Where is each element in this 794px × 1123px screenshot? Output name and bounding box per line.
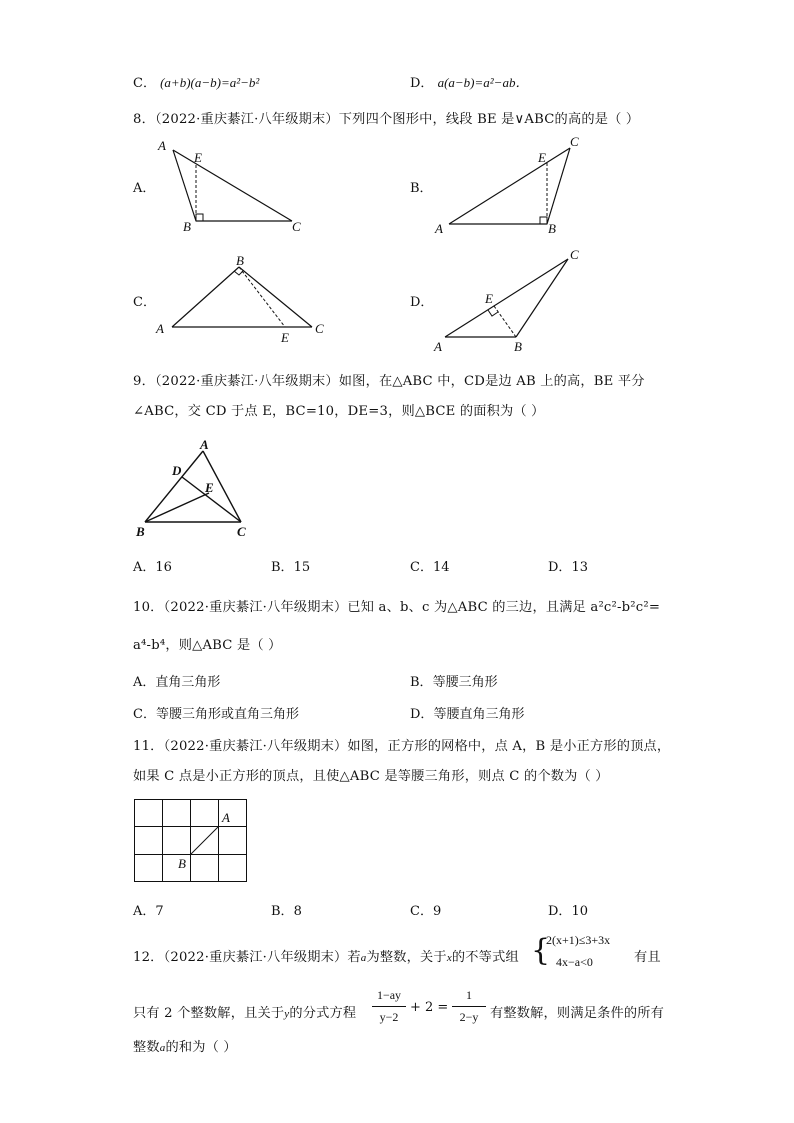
- question-number: 11．: [133, 739, 164, 754]
- option-label: C．: [133, 707, 156, 722]
- q8-option-c-label: C．: [133, 295, 156, 310]
- q10-option-c: [133, 703, 299, 722]
- question-number: 10．: [133, 600, 164, 615]
- segment-ac: [445, 259, 568, 337]
- q10-option-a: [133, 671, 220, 690]
- segment-bc: [516, 259, 568, 337]
- label-a: A: [200, 437, 209, 452]
- q11-stem-line1: [133, 735, 670, 754]
- q9-option-c: [410, 556, 450, 575]
- option-label: C．: [410, 904, 433, 919]
- q8-figure-b: [430, 130, 600, 240]
- option-label: B．: [271, 560, 294, 575]
- segment-ac: [173, 150, 292, 221]
- right-angle-mark: [196, 214, 203, 221]
- fraction-1-numerator: 1−ay: [376, 988, 402, 1002]
- label-d: D: [172, 463, 182, 478]
- inequality-1: 2(x+1)≤3+3x: [546, 933, 611, 947]
- question-source: （2022·重庆綦江·八年级期末）: [163, 950, 348, 965]
- question-number: 9．: [133, 374, 155, 389]
- option-value: 15: [293, 560, 311, 575]
- variable-x: x: [446, 952, 452, 964]
- option-expression: (a+b)(a−b)=a²−b²: [160, 75, 260, 90]
- question-text: 如图，正方形的网格中，点 A，B 是小正方形的顶点，: [347, 739, 671, 754]
- q10-stem-line1: [133, 596, 660, 615]
- q10-option-b: [410, 671, 498, 690]
- equation-plus-two: + 2 =: [410, 1000, 449, 1015]
- option-label: C．: [133, 76, 156, 91]
- label-a: A: [158, 138, 166, 153]
- q9-option-b: [271, 556, 310, 575]
- q12-stem-line3: [133, 1036, 237, 1055]
- right-angle-mark: [540, 217, 547, 224]
- q11-stem-line2: 如果 C 点是小正方形的顶点，且使△ABC 是等腰三角形，则点 C 的个数为（ ）: [133, 769, 609, 784]
- option-value: 13: [571, 560, 588, 575]
- right-angle-mark: [488, 310, 498, 316]
- q9-option-d: [548, 556, 588, 575]
- q9-option-a: [133, 556, 172, 575]
- option-value: 等腰三角形: [432, 675, 498, 690]
- q9-figure: [130, 435, 260, 540]
- label-e: E: [485, 291, 493, 306]
- question-source: （2022·重庆綦江·八年级期末）: [154, 374, 339, 389]
- segment-bc: [547, 148, 570, 224]
- label-c: C: [570, 247, 579, 262]
- segment-be-dashed: [494, 306, 516, 337]
- fraction-2-denominator: 2−y: [459, 1010, 479, 1024]
- q12-stem-line2-post: 有整数解，则满足条件的所有: [490, 1006, 665, 1021]
- option-value: 16: [155, 560, 172, 575]
- question-source: （2022·重庆綦江·八年级期末）: [163, 600, 348, 615]
- label-c: C: [237, 524, 246, 539]
- option-value: 等腰三角形或直角三角形: [155, 707, 299, 722]
- label-e: E: [194, 150, 202, 165]
- label-b: B: [178, 856, 186, 871]
- q12-stem-line2-pre: [133, 1002, 356, 1021]
- question-text: 的和为（ ）: [165, 1040, 237, 1055]
- variable-a: a: [159, 1042, 166, 1054]
- label-b: B: [136, 524, 145, 539]
- fraction-1-bar: [372, 1006, 406, 1007]
- label-b: B: [548, 221, 556, 236]
- fraction-2-numerator: 1: [466, 988, 472, 1002]
- segment-ab: [172, 267, 239, 327]
- label-c: C: [292, 219, 301, 234]
- option-value: 等腰直角三角形: [433, 707, 525, 722]
- q11-grid-figure: [134, 799, 250, 885]
- option-value: 7: [155, 904, 164, 919]
- question-source: （2022·重庆綦江·八年级期末）: [154, 112, 339, 127]
- q11-option-b: [271, 900, 302, 919]
- label-e: E: [205, 480, 214, 495]
- variable-a: a: [360, 952, 367, 964]
- q8-option-b-label: B．: [410, 181, 433, 196]
- right-angle-mark: [234, 271, 243, 275]
- q7-option-d: [410, 72, 528, 91]
- q8-option-a-label: A．: [133, 181, 156, 196]
- option-label: B．: [271, 904, 294, 919]
- segment-ab: [173, 150, 196, 221]
- q12-stem-line1: [133, 946, 519, 965]
- label-a: A: [435, 221, 443, 236]
- q8-stem: [133, 108, 639, 127]
- label-e: E: [281, 330, 289, 345]
- option-value: 8: [293, 904, 302, 919]
- q8-figure-c: [150, 252, 340, 347]
- question-text-mid: 的不等式组: [451, 950, 519, 965]
- segment-be: [145, 493, 209, 522]
- q11-option-a: [133, 900, 164, 919]
- segment-ab: [191, 827, 219, 855]
- q12-stem-line1-post: 有且: [634, 950, 661, 965]
- question-text: 已知 a、b、c 为△ABC 的三边，且满足 a²c²-b²c²=: [347, 600, 661, 615]
- option-label: D．: [410, 76, 434, 91]
- label-a: A: [156, 321, 164, 336]
- q9-stem-line2: ∠ABC，交 CD 于点 E，BC=10，DE=3，则△BCE 的面积为（ ）: [133, 404, 545, 419]
- question-text: 整数: [133, 1040, 160, 1055]
- label-b: B: [236, 253, 244, 268]
- q9-stem-line1: [133, 370, 645, 389]
- option-value: 10: [571, 904, 588, 919]
- option-label: B．: [410, 675, 433, 690]
- option-expression: a(a−b)=a²−ab．: [437, 75, 529, 90]
- question-text: 的分式方程: [289, 1006, 357, 1021]
- label-e: E: [538, 150, 546, 165]
- option-value: 9: [432, 904, 442, 919]
- segment-ac: [449, 148, 570, 224]
- question-number: 12．: [133, 950, 164, 965]
- question-source: （2022·重庆綦江·八年级期末）: [163, 739, 348, 754]
- segment-be-dashed: [239, 267, 285, 327]
- q11-option-c: [410, 900, 441, 919]
- label-a: A: [222, 810, 230, 825]
- option-label: A．: [133, 675, 156, 690]
- option-value: 14: [432, 560, 450, 575]
- fraction-2-bar: [452, 1006, 486, 1007]
- label-c: C: [315, 321, 324, 336]
- option-label: A．: [133, 560, 156, 575]
- q8-figure-d: [430, 243, 600, 355]
- question-text: 只有 2 个整数解，且关于: [133, 1006, 285, 1021]
- q11-option-d: [548, 900, 588, 919]
- question-text-pre: 若: [347, 950, 361, 965]
- segment-bc: [239, 267, 312, 327]
- q8-option-d-label: D．: [410, 295, 434, 310]
- inequality-2: 4x−a<0: [556, 955, 593, 969]
- option-label: D．: [410, 707, 434, 722]
- question-text: 下列四个图形中，线段 BE 是∨ABC的高的是（ ）: [338, 112, 640, 127]
- label-a: A: [434, 339, 442, 354]
- q10-stem-line2: a⁴-b⁴，则△ABC 是（ ）: [133, 638, 282, 653]
- question-number: 8．: [133, 112, 155, 127]
- label-c: C: [570, 134, 579, 149]
- option-value: 直角三角形: [155, 675, 221, 690]
- q10-option-d: [410, 703, 524, 722]
- option-label: D．: [548, 560, 572, 575]
- option-label: D．: [548, 904, 572, 919]
- system-brace: {: [531, 933, 551, 968]
- label-b: B: [183, 219, 191, 234]
- fraction-1-denominator: y−2: [379, 1010, 399, 1024]
- label-b: B: [514, 339, 522, 354]
- question-text-mid: 为整数，关于: [366, 950, 447, 965]
- q7-option-c: [133, 72, 259, 91]
- variable-y: y: [284, 1008, 290, 1020]
- option-label: A．: [133, 904, 156, 919]
- option-label: C．: [410, 560, 433, 575]
- q8-figure-a: [150, 135, 320, 235]
- question-text: 如图，在△ABC 中，CD是边 AB 上的高，BE 平分: [338, 374, 645, 389]
